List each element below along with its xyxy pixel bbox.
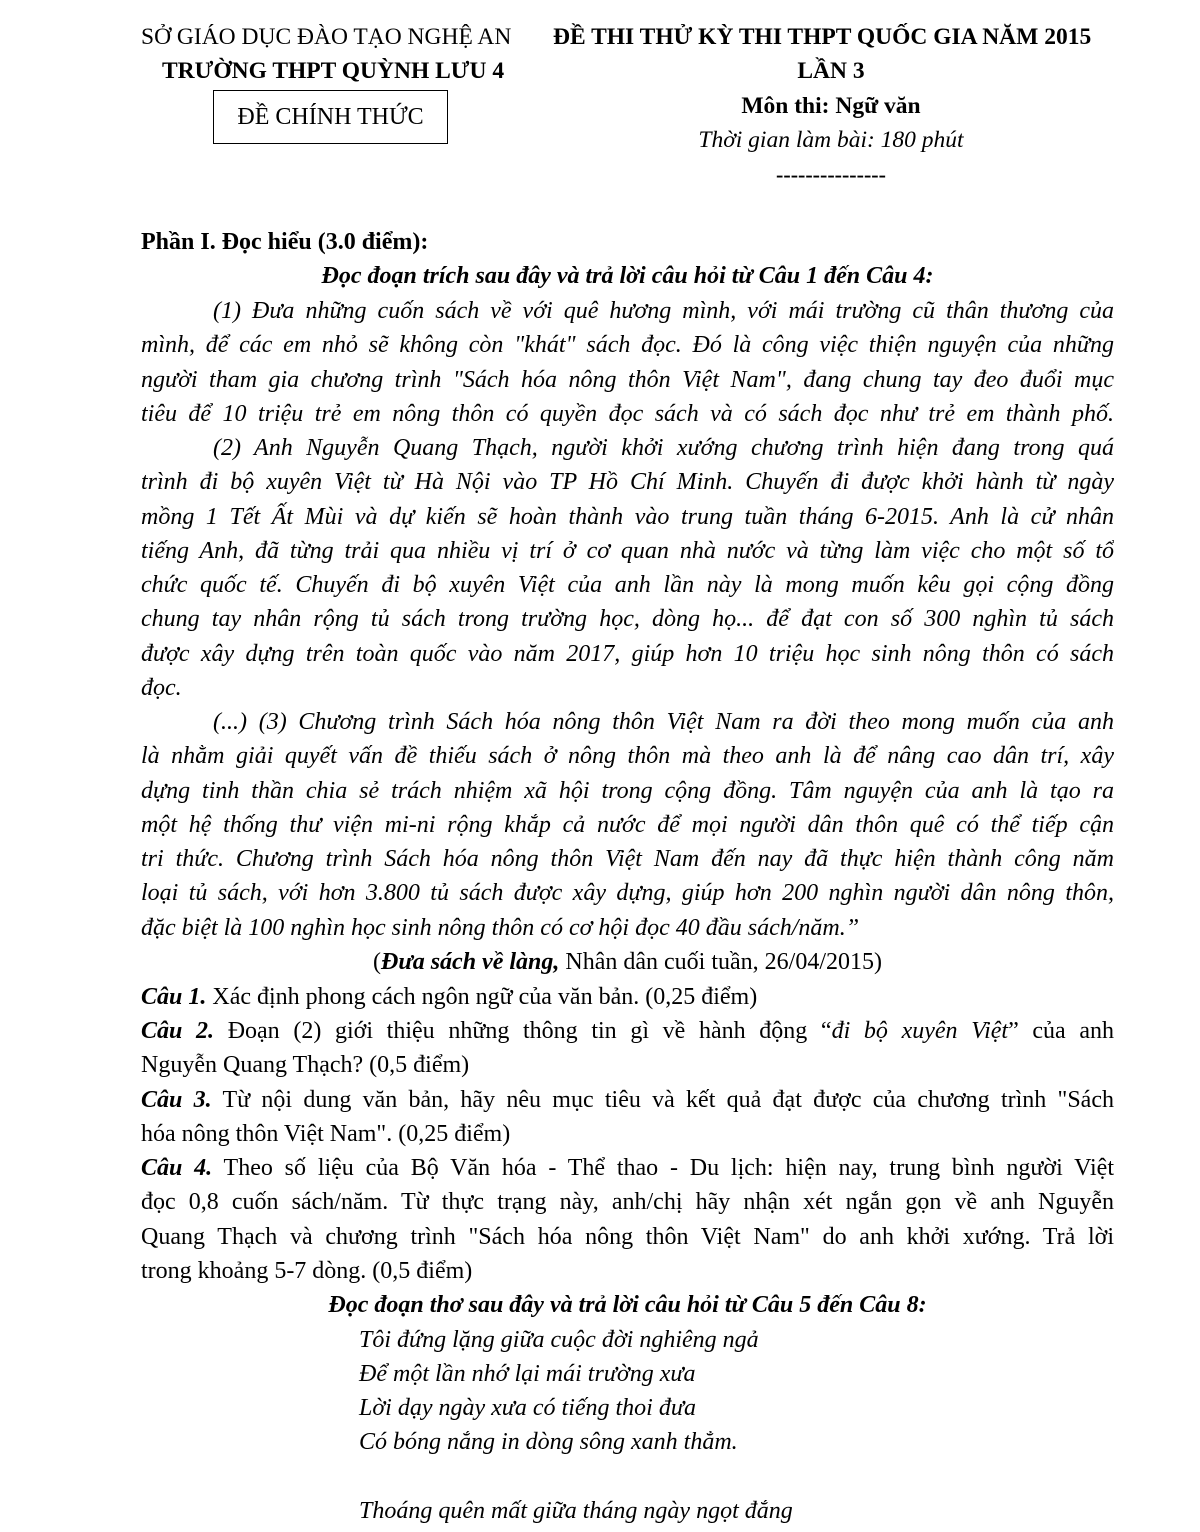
passage-line: người tham gia chương trình "Sách hóa nông thôn Việt Nam", đang chung tay đeo đuổi mục bbox=[141, 366, 1114, 393]
source-title: Đưa sách về làng, bbox=[381, 949, 560, 975]
passage-line: một hệ thống thư viện mi-ni rộng khắp cả nước để mọi người dân thôn quê có thể tiếp cận bbox=[141, 811, 1114, 838]
passage-line: (1) Đưa những cuốn sách về với quê hương mình, với mái trường cũ thân thương của bbox=[213, 298, 1114, 324]
question-1-text: Xác định phong cách ngôn ngữ của văn bản. (0,25 điểm) bbox=[206, 984, 758, 1010]
source-open: ( bbox=[373, 949, 381, 975]
question-1 bbox=[141, 980, 1114, 1014]
question-2-line-1 bbox=[141, 1014, 1114, 1048]
passage-line: đặc biệt là 100 nghìn học sinh nông thôn có cơ hội đọc 40 đầu sách/năm.” bbox=[141, 914, 860, 941]
passage-line: chức quốc tế. Chuyến đi bộ xuyên Việt của anh lần này là mong muốn kêu gọi cộng đồng bbox=[141, 572, 1114, 598]
question-2-line-2: Nguyễn Quang Thạch? (0,5 điểm) bbox=[141, 1052, 470, 1078]
source-publication: Nhân dân cuối tuần, 26/04/2015) bbox=[559, 949, 882, 975]
passage-line: mồng 1 Tết Ất Mùi và dự kiến sẽ hoàn thành vào trung tuần tháng 6-2015. Anh là cử nhân bbox=[141, 503, 1114, 530]
school-name: TRƯỜNG THPT QUỲNH LƯU 4 bbox=[162, 58, 505, 84]
exam-round: LẦN 3 bbox=[797, 58, 865, 84]
exam-duration: Thời gian làm bài: 180 phút bbox=[698, 127, 964, 153]
question-3-line-1 bbox=[141, 1083, 1114, 1117]
passage-line: chung tay nhân rộng tủ sách trong trường học, dòng họ... để đạt con số 300 nghìn tủ sách bbox=[141, 606, 1114, 633]
question-1-label: Câu 1. bbox=[141, 984, 207, 1010]
passage-line: loại tủ sách, với hơn 3.800 tủ sách được xây dựng, giúp hơn 200 nghìn người dân nông thôn, bbox=[141, 880, 1114, 907]
passage-line: (2) Anh Nguyễn Quang Thạch, người khởi xướng chương trình hiện đang trong quá bbox=[213, 435, 1114, 461]
question-4-line-4: trong khoảng 5-7 dòng. (0,5 điểm) bbox=[141, 1258, 473, 1284]
poem-line: Để một lần nhớ lại mái trường xưa bbox=[359, 1361, 696, 1387]
department-name: SỞ GIÁO DỤC ĐÀO TẠO NGHỆ AN bbox=[141, 24, 512, 50]
poem-line: Thoáng quên mất giữa tháng ngày ngọt đắng bbox=[359, 1498, 793, 1524]
reading-instruction-2: Đọc đoạn thơ sau đây và trả lời câu hỏi từ Câu 5 đến Câu 8: bbox=[328, 1292, 927, 1318]
passage-line: được xây dựng trên toàn quốc vào năm 2017, giúp hơn 10 triệu học sinh nông thôn có sách bbox=[141, 640, 1114, 667]
question-4-line-2: đọc 0,8 cuốn sách/năm. Từ thực trạng này, anh/chị hãy nhận xét ngắn gọn về anh Nguyễn bbox=[141, 1189, 1114, 1215]
passage-line: trình đi bộ xuyên Việt từ Hà Nội vào TP Hồ Chí Minh. Chuyến đi được khởi hành từ ngày bbox=[141, 469, 1114, 496]
header-divider: --------------- bbox=[776, 162, 886, 187]
question-4-line-1 bbox=[141, 1151, 1114, 1185]
passage-line: là nhằm giải quyết vấn đề thiếu sách ở nông thôn mà theo anh là để nâng cao dân trí, xây bbox=[141, 743, 1114, 770]
passage-line: tiêu để 10 triệu trẻ em nông thôn có quyền đọc sách và có sách đọc như trẻ em thành phố. bbox=[141, 400, 1114, 427]
passage-line: đọc. bbox=[141, 674, 182, 701]
question-2-italic: đi bộ xuyên Việt bbox=[831, 1018, 1009, 1044]
question-2-text-a: Đoạn (2) giới thiệu những thông tin gì về hành động “ bbox=[214, 1018, 832, 1044]
question-2-text-b: ” của anh bbox=[1008, 1018, 1114, 1044]
passage-line: tri thức. Chương trình Sách hóa nông thôn Việt Nam đến nay đã thực hiện thành công năm bbox=[141, 846, 1114, 872]
question-4-label: Câu 4. bbox=[141, 1155, 213, 1181]
question-3-label: Câu 3. bbox=[141, 1087, 212, 1113]
poem-line: Lời dạy ngày xưa có tiếng thoi đưa bbox=[359, 1395, 696, 1421]
passage-line: dựng tinh thần chia sẻ trách nhiệm xã hội trong cộng đồng. Tâm nguyện của anh là tạo ra bbox=[141, 777, 1114, 804]
question-4-text: Theo số liệu của Bộ Văn hóa - Thể thao - Du lịch: hiện nay, trung bình người Việt bbox=[212, 1155, 1114, 1181]
poem-line: Tôi đứng lặng giữa cuộc đời nghiêng ngả bbox=[359, 1327, 759, 1353]
part1-title: Phần I. Đọc hiểu (3.0 điểm): bbox=[141, 229, 429, 255]
official-exam-label: ĐỀ CHÍNH THỨC bbox=[237, 103, 424, 130]
passage-line: tiếng Anh, đã từng trải qua nhiều vị trí ở cơ quan nhà nước và từng làm việc cho một số tổ bbox=[141, 537, 1114, 564]
passage-line: mình, để các em nhỏ sẽ không còn "khát" sách đọc. Đó là công việc thiện nguyện của những bbox=[141, 332, 1114, 359]
passage-source bbox=[141, 945, 1114, 979]
poem-line: Có bóng nắng in dòng sông xanh thẳm. bbox=[359, 1429, 738, 1455]
question-3-line-2: hóa nông thôn Việt Nam". (0,25 điểm) bbox=[141, 1121, 511, 1147]
exam-title: ĐỀ THI THỬ KỲ THI THPT QUỐC GIA NĂM 2015 bbox=[553, 24, 1092, 50]
reading-instruction-1: Đọc đoạn trích sau đây và trả lời câu hỏi từ Câu 1 đến Câu 4: bbox=[321, 263, 934, 289]
question-4-line-3: Quang Thạch và chương trình "Sách hóa nông thôn Việt Nam" do anh khởi xướng. Trả lời bbox=[141, 1224, 1114, 1250]
official-exam-box bbox=[213, 90, 448, 144]
question-3-text: Từ nội dung văn bản, hãy nêu mục tiêu và kết quả đạt được của chương trình "Sách bbox=[211, 1087, 1114, 1113]
exam-subject: Môn thi: Ngữ văn bbox=[741, 93, 921, 119]
question-2-label: Câu 2. bbox=[141, 1018, 215, 1044]
passage-line: (...) (3) Chương trình Sách hóa nông thôn Việt Nam ra đời theo mong muốn của anh bbox=[213, 709, 1114, 735]
